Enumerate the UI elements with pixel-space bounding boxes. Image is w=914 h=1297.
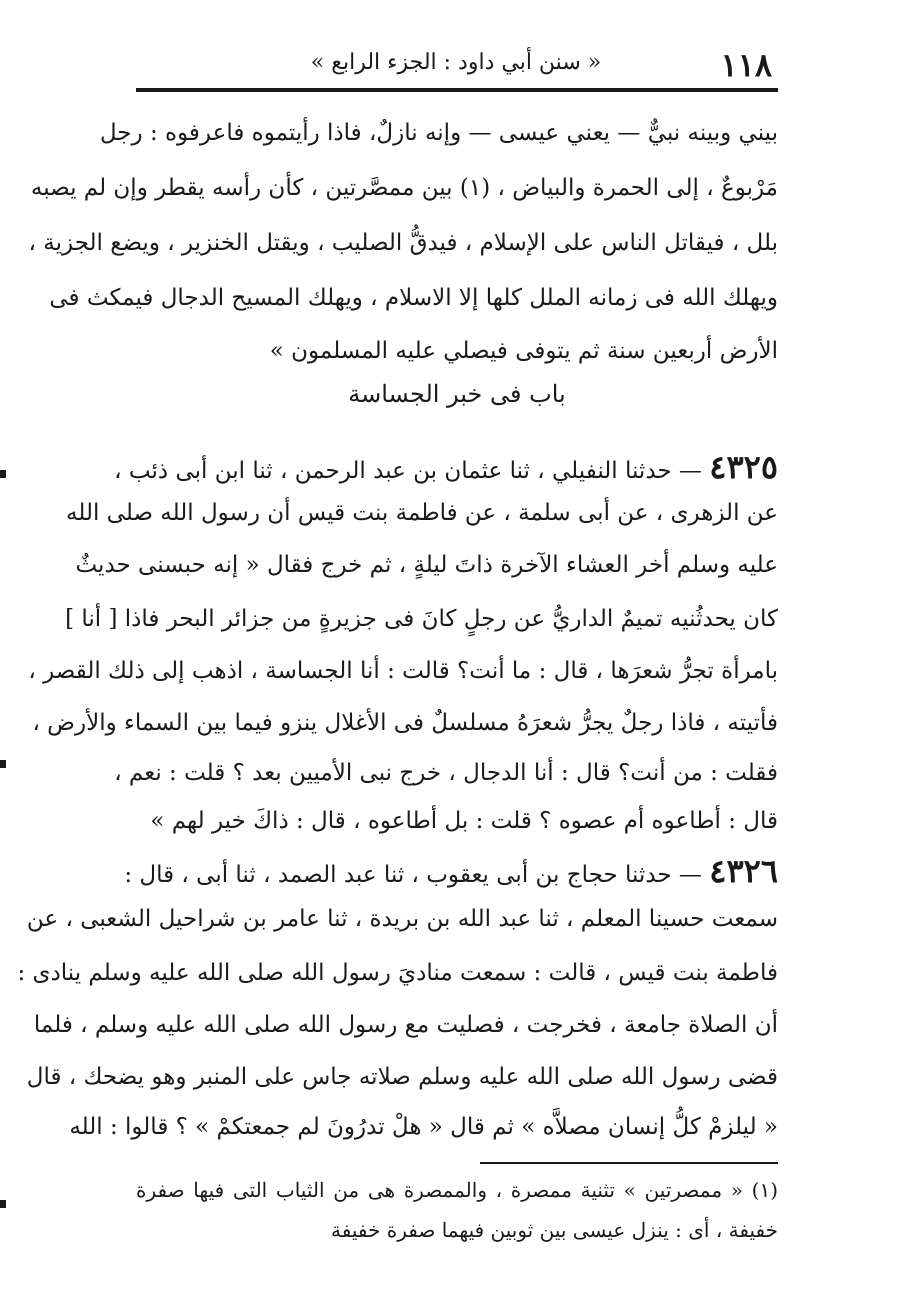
text-line: — حدثنا النفيلي ، ثنا عثمان بن عبد الرحمن ، ثنا ابن أبى ذئب ، [114, 458, 702, 484]
header-rule [136, 88, 778, 92]
text-line: أن الصلاة جامعة ، فخرجت ، فصليت مع رسول الله صلى الله عليه وسلم ، فلما [33, 1012, 778, 1038]
text-line: قضى رسول الله صلى الله عليه وسلم صلاته جاس على المنبر وهو يضحك ، قال [26, 1064, 778, 1090]
page-number: ١١٨ [720, 46, 772, 84]
text-line: بيني وبينه نبيٌّ — يعني عيسى — وإنه نازلٌ، فاذا رأيتموه فاعرفوه : رجل [99, 120, 778, 146]
top-paragraph [28, 120, 778, 370]
text-line: قال : أطاعوه أم عصوه ؟ قلت : بل أطاعوه ، قال : ذاكَ خير لهم » [150, 808, 778, 834]
text-line: الأرض أربعين سنة ثم يتوفى فيصلي عليه المسلمون » [269, 338, 778, 364]
text-line: مَرْبوعٌ ، إلى الحمرة والبياض ، (١) بين ممصَّرتين ، كأن رأسه يقطر وإن لم يصبه [30, 175, 778, 201]
text-line: سمعت حسينا المعلم ، ثنا عبد الله بن بريدة ، ثنا عامر بن شراحيل الشعبى ، عن [26, 906, 778, 932]
page-header [140, 40, 772, 90]
footnote-rule [480, 1162, 778, 1164]
text-line: بلل ، فيقاتل الناس على الإسلام ، فيدقُّ الصليب ، ويقتل الخنزير ، ويضع الجزية ، [28, 230, 778, 256]
hadith-number: ٤٣٢٥ [709, 448, 778, 486]
footnote-line: خفيفة ، أى : ينزل عيسى بين ثوبين فيهما صفرة خفيفة [331, 1218, 778, 1242]
margin-mark [0, 470, 6, 478]
text-line: فأتيته ، فاذا رجلٌ يجرُّ شعرَهُ مسلسلٌ فى الأغلال ينزو فيما بين السماء والأرض ، [32, 710, 778, 736]
footnote-line: (١) « ممصرتين » تثنية ممصرة ، والممصرة هى من الثياب التى فيها صفرة [136, 1178, 778, 1202]
chapter-heading: باب فى خبر الجساسة [348, 380, 566, 408]
text-line: « ليلزمْ كلُّ إنسان مصلاَّه » ثم قال « هلْ تدرُونَ لم جمعتكمْ » ؟ قالوا : الله [69, 1114, 778, 1140]
text-line: فاطمة بنت قيس ، قالت : سمعت مناديَ رسول الله صلى الله عليه وسلم ينادى : [17, 960, 778, 986]
margin-mark [0, 1200, 6, 1208]
hadith-4326 [17, 852, 778, 1152]
text-line: فقلت : من أنت؟ قال : أنا الدجال ، خرج نبى الأميين بعد ؟ قلت : نعم ، [114, 760, 778, 786]
text-line: عن الزهرى ، عن أبى سلمة ، عن فاطمة بنت قيس أن رسول الله صلى الله [66, 500, 778, 526]
running-title: « سنن أبي داود : الجزء الرابع » [310, 50, 602, 75]
text-line: بامرأة تجرُّ شعرَها ، قال : ما أنت؟ قالت : أنا الجساسة ، اذهب إلى ذلك القصر ، [28, 658, 778, 684]
margin-mark [0, 760, 6, 768]
hadith-opening-line [114, 448, 778, 486]
hadith-opening-line [124, 852, 778, 890]
text-line: عليه وسلم أخر العشاء الآخرة ذاتَ ليلةٍ ، ثم خرج فقال « إنه حبسنى حديثٌ [75, 552, 778, 578]
hadith-4325 [28, 448, 778, 838]
hadith-number: ٤٣٢٦ [709, 852, 778, 890]
text-line: — حدثنا حجاج بن أبى يعقوب ، ثنا عبد الصمد ، ثنا أبى ، قال : [124, 862, 702, 888]
text-line: ويهلك الله فى زمانه الملل كلها إلا الاسلام ، ويهلك المسيح الدجال فيمكث فى [49, 285, 778, 311]
text-line: كان يحدثُنيه تميمٌ الداريُّ عن رجلٍ كانَ فى جزيرةٍ من جزائر البحر فاذا [ أنا ] [65, 606, 778, 632]
footnote [136, 1178, 778, 1248]
